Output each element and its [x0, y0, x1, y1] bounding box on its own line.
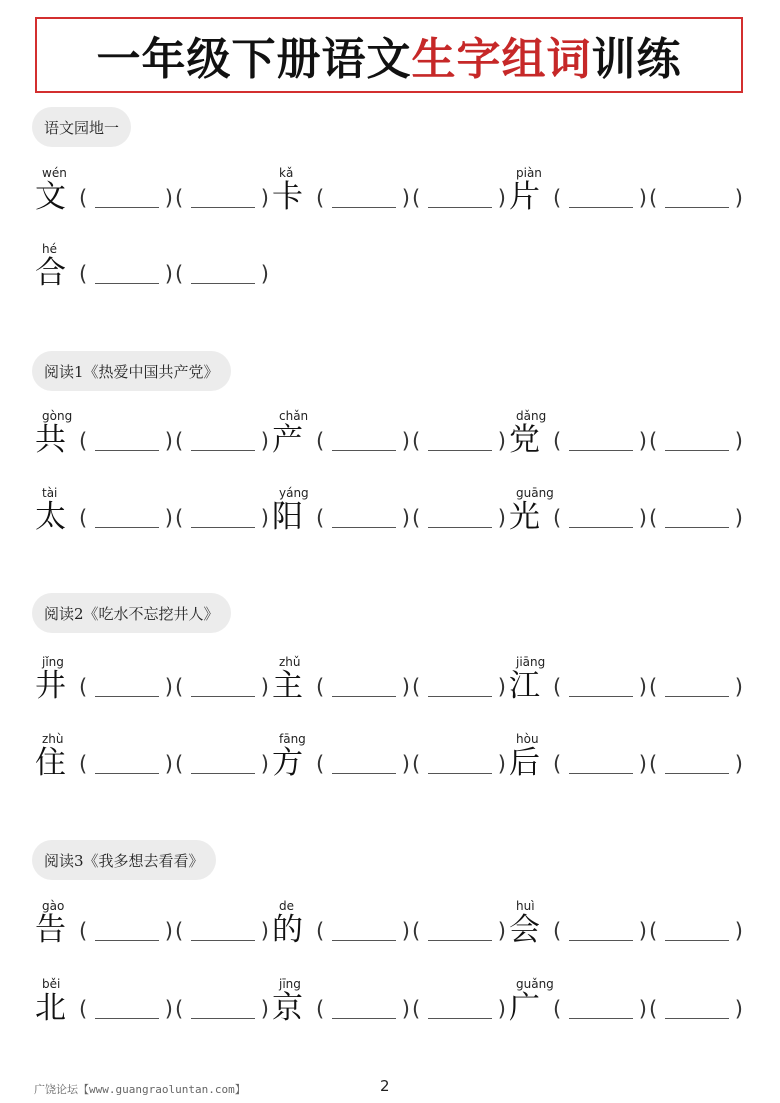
word-blank-2: [175, 916, 269, 946]
word-blank-2: [649, 672, 743, 702]
blank-line: [191, 527, 255, 528]
blank-line: [569, 773, 633, 774]
blank-line: [95, 450, 159, 451]
word-blank-2: [649, 994, 743, 1024]
blank-line: [95, 940, 159, 941]
blank-line: [665, 773, 729, 774]
blank-line: [191, 696, 255, 697]
open-paren: (: [175, 675, 184, 699]
pinyin-label: piàn: [516, 166, 542, 180]
hanzi-character: 卡: [272, 179, 303, 215]
word-blank-1: [553, 749, 647, 779]
word-blank-1: [79, 426, 173, 456]
open-paren: (: [553, 752, 562, 776]
pinyin-label: zhù: [42, 732, 64, 746]
word-blank-2: [175, 749, 269, 779]
close-paren: ): [638, 997, 647, 1021]
blank-line: [428, 1018, 492, 1019]
hanzi-character: 广: [509, 990, 540, 1026]
word-blank-1: [79, 749, 173, 779]
pinyin-label: yáng: [279, 486, 309, 500]
pinyin-label: hé: [42, 242, 57, 256]
open-paren: (: [79, 506, 88, 530]
blank-line: [332, 696, 396, 697]
blank-line: [569, 1018, 633, 1019]
open-paren: (: [553, 506, 562, 530]
hanzi-character: 会: [509, 912, 540, 948]
open-paren: (: [175, 752, 184, 776]
character-entry: [272, 166, 512, 226]
word-blank-2: [412, 916, 506, 946]
open-paren: (: [175, 919, 184, 943]
word-blank-2: [412, 994, 506, 1024]
blank-line: [332, 1018, 396, 1019]
open-paren: (: [316, 997, 325, 1021]
pinyin-label: zhǔ: [279, 655, 301, 669]
open-paren: (: [553, 186, 562, 210]
open-paren: (: [553, 997, 562, 1021]
close-paren: ): [164, 997, 173, 1021]
pinyin-label: fāng: [279, 732, 306, 746]
close-paren: ): [497, 919, 506, 943]
word-blank-2: [412, 672, 506, 702]
blank-line: [665, 207, 729, 208]
word-blank-1: [316, 503, 410, 533]
blank-line: [665, 527, 729, 528]
word-blank-2: [175, 994, 269, 1024]
open-paren: (: [649, 919, 658, 943]
word-blank-2: [649, 503, 743, 533]
close-paren: ): [260, 186, 269, 210]
word-blank-2: [175, 259, 269, 289]
hanzi-character: 阳: [272, 499, 303, 535]
pinyin-label: wén: [42, 166, 67, 180]
section-tag: 阅读3《我多想去看看》: [32, 840, 216, 880]
blank-line: [332, 773, 396, 774]
pinyin-label: hòu: [516, 732, 539, 746]
hanzi-character: 党: [509, 422, 540, 458]
blank-line: [95, 696, 159, 697]
hanzi-character: 光: [509, 499, 540, 535]
open-paren: (: [553, 675, 562, 699]
close-paren: ): [401, 506, 410, 530]
character-entry: [272, 655, 512, 715]
character-entry: [272, 409, 512, 469]
word-blank-1: [316, 426, 410, 456]
section-tag: 阅读2《吃水不忘挖井人》: [32, 593, 231, 633]
close-paren: ): [734, 675, 743, 699]
open-paren: (: [175, 262, 184, 286]
word-blank-1: [316, 994, 410, 1024]
close-paren: ): [401, 186, 410, 210]
close-paren: ): [734, 752, 743, 776]
blank-line: [428, 207, 492, 208]
open-paren: (: [553, 919, 562, 943]
pinyin-label: chǎn: [279, 409, 309, 423]
word-blank-2: [649, 749, 743, 779]
pinyin-label: de: [279, 899, 294, 913]
section-tag: 语文园地一: [32, 107, 131, 147]
close-paren: ): [260, 752, 269, 776]
open-paren: (: [412, 752, 421, 776]
hanzi-character: 主: [272, 668, 303, 704]
blank-line: [95, 527, 159, 528]
close-paren: ): [734, 506, 743, 530]
open-paren: (: [79, 429, 88, 453]
close-paren: ): [497, 997, 506, 1021]
close-paren: ): [260, 675, 269, 699]
hanzi-character: 合: [35, 255, 66, 291]
pinyin-label: běi: [42, 977, 61, 991]
pinyin-label: guǎng: [516, 977, 554, 991]
close-paren: ): [260, 997, 269, 1021]
pinyin-label: dǎng: [516, 409, 547, 423]
close-paren: ): [164, 675, 173, 699]
hanzi-character: 后: [509, 745, 540, 781]
close-paren: ): [497, 186, 506, 210]
section-tag: 阅读1《热爱中国共产党》: [32, 351, 231, 391]
blank-line: [569, 527, 633, 528]
open-paren: (: [316, 429, 325, 453]
open-paren: (: [316, 186, 325, 210]
blank-line: [332, 207, 396, 208]
close-paren: ): [401, 752, 410, 776]
word-blank-2: [175, 183, 269, 213]
open-paren: (: [412, 919, 421, 943]
close-paren: ): [638, 919, 647, 943]
hanzi-character: 产: [272, 422, 303, 458]
character-entry: [509, 732, 749, 792]
character-entry: [509, 899, 749, 959]
close-paren: ): [497, 752, 506, 776]
close-paren: ): [164, 752, 173, 776]
open-paren: (: [316, 919, 325, 943]
close-paren: ): [638, 506, 647, 530]
pinyin-label: jīng: [279, 977, 301, 991]
open-paren: (: [649, 429, 658, 453]
blank-line: [428, 450, 492, 451]
blank-line: [95, 1018, 159, 1019]
title-part-2: 训练: [591, 34, 682, 85]
word-blank-2: [412, 749, 506, 779]
open-paren: (: [412, 506, 421, 530]
word-blank-1: [553, 672, 647, 702]
word-blank-2: [412, 426, 506, 456]
blank-line: [428, 940, 492, 941]
word-blank-1: [79, 672, 173, 702]
open-paren: (: [79, 262, 88, 286]
hanzi-character: 的: [272, 912, 303, 948]
close-paren: ): [638, 429, 647, 453]
open-paren: (: [79, 752, 88, 776]
word-blank-2: [175, 503, 269, 533]
word-blank-1: [553, 426, 647, 456]
character-entry: [35, 899, 275, 959]
hanzi-character: 方: [272, 745, 303, 781]
close-paren: ): [164, 186, 173, 210]
pinyin-label: tài: [42, 486, 58, 500]
pinyin-label: kǎ: [279, 166, 294, 180]
word-blank-1: [79, 259, 173, 289]
blank-line: [95, 283, 159, 284]
close-paren: ): [164, 262, 173, 286]
hanzi-character: 井: [35, 668, 66, 704]
blank-line: [428, 773, 492, 774]
hanzi-character: 太: [35, 499, 66, 535]
blank-line: [665, 450, 729, 451]
blank-line: [191, 450, 255, 451]
character-entry: [272, 486, 512, 546]
word-blank-1: [79, 503, 173, 533]
character-entry: [35, 409, 275, 469]
close-paren: ): [734, 429, 743, 453]
open-paren: (: [316, 506, 325, 530]
open-paren: (: [649, 675, 658, 699]
blank-line: [332, 527, 396, 528]
open-paren: (: [175, 186, 184, 210]
blank-line: [191, 1018, 255, 1019]
character-entry: [509, 486, 749, 546]
hanzi-character: 片: [509, 179, 540, 215]
word-blank-1: [316, 749, 410, 779]
blank-line: [332, 940, 396, 941]
character-entry: [35, 166, 275, 226]
word-blank-1: [553, 183, 647, 213]
character-entry: [272, 732, 512, 792]
character-entry: [509, 409, 749, 469]
word-blank-2: [175, 672, 269, 702]
word-blank-1: [553, 994, 647, 1024]
pinyin-label: gòng: [42, 409, 73, 423]
blank-line: [665, 1018, 729, 1019]
open-paren: (: [175, 997, 184, 1021]
close-paren: ): [497, 506, 506, 530]
blank-line: [569, 696, 633, 697]
character-entry: [509, 655, 749, 715]
hanzi-character: 住: [35, 745, 66, 781]
word-blank-1: [553, 503, 647, 533]
word-blank-2: [649, 183, 743, 213]
open-paren: (: [79, 997, 88, 1021]
character-entry: [35, 977, 275, 1037]
blank-line: [191, 283, 255, 284]
blank-line: [665, 940, 729, 941]
open-paren: (: [412, 186, 421, 210]
open-paren: (: [316, 675, 325, 699]
word-blank-2: [649, 916, 743, 946]
open-paren: (: [412, 675, 421, 699]
blank-line: [428, 527, 492, 528]
blank-line: [428, 696, 492, 697]
blank-line: [95, 207, 159, 208]
open-paren: (: [649, 997, 658, 1021]
close-paren: ): [734, 997, 743, 1021]
hanzi-character: 京: [272, 990, 303, 1026]
character-entry: [35, 486, 275, 546]
close-paren: ): [164, 429, 173, 453]
character-entry: [35, 732, 275, 792]
blank-line: [569, 207, 633, 208]
blank-line: [569, 940, 633, 941]
word-blank-1: [79, 994, 173, 1024]
close-paren: ): [638, 675, 647, 699]
close-paren: ): [401, 675, 410, 699]
close-paren: ): [734, 186, 743, 210]
close-paren: ): [260, 429, 269, 453]
open-paren: (: [649, 752, 658, 776]
close-paren: ): [638, 186, 647, 210]
word-blank-1: [316, 183, 410, 213]
close-paren: ): [401, 919, 410, 943]
hanzi-character: 江: [509, 668, 540, 704]
character-entry: [35, 655, 275, 715]
close-paren: ): [164, 506, 173, 530]
character-entry: [35, 242, 275, 302]
word-blank-2: [412, 503, 506, 533]
hanzi-character: 告: [35, 912, 66, 948]
hanzi-character: 共: [35, 422, 66, 458]
character-entry: [272, 899, 512, 959]
page-title: [97, 23, 682, 87]
pinyin-label: gào: [42, 899, 65, 913]
word-blank-1: [316, 672, 410, 702]
hanzi-character: 北: [35, 990, 66, 1026]
title-box: [35, 17, 743, 93]
close-paren: ): [401, 429, 410, 453]
word-blank-1: [79, 183, 173, 213]
word-blank-2: [412, 183, 506, 213]
blank-line: [95, 773, 159, 774]
close-paren: ): [497, 675, 506, 699]
close-paren: ): [260, 919, 269, 943]
pinyin-label: huì: [516, 899, 535, 913]
open-paren: (: [649, 506, 658, 530]
close-paren: ): [734, 919, 743, 943]
pinyin-label: guāng: [516, 486, 554, 500]
blank-line: [191, 940, 255, 941]
blank-line: [332, 450, 396, 451]
word-blank-2: [649, 426, 743, 456]
close-paren: ): [260, 262, 269, 286]
hanzi-character: 文: [35, 179, 66, 215]
blank-line: [569, 450, 633, 451]
open-paren: (: [79, 186, 88, 210]
word-blank-1: [553, 916, 647, 946]
close-paren: ): [260, 506, 269, 530]
word-blank-1: [79, 916, 173, 946]
open-paren: (: [79, 675, 88, 699]
character-entry: [509, 977, 749, 1037]
open-paren: (: [79, 919, 88, 943]
page-number: 2: [380, 1077, 390, 1095]
footer-site: 广饶论坛【www.guangraoluntan.com】: [34, 1083, 246, 1096]
pinyin-label: jiāng: [516, 655, 546, 669]
open-paren: (: [316, 752, 325, 776]
open-paren: (: [412, 997, 421, 1021]
blank-line: [665, 696, 729, 697]
open-paren: (: [175, 429, 184, 453]
open-paren: (: [553, 429, 562, 453]
close-paren: ): [401, 997, 410, 1021]
close-paren: ): [164, 919, 173, 943]
character-entry: [272, 977, 512, 1037]
title-part-1: 一年级下册语文: [96, 34, 412, 85]
blank-line: [191, 207, 255, 208]
open-paren: (: [412, 429, 421, 453]
blank-line: [191, 773, 255, 774]
pinyin-label: jǐng: [42, 655, 64, 669]
word-blank-2: [175, 426, 269, 456]
close-paren: ): [638, 752, 647, 776]
word-blank-1: [316, 916, 410, 946]
close-paren: ): [497, 429, 506, 453]
open-paren: (: [649, 186, 658, 210]
open-paren: (: [175, 506, 184, 530]
title-highlight: 生字组词: [411, 34, 592, 85]
character-entry: [509, 166, 749, 226]
